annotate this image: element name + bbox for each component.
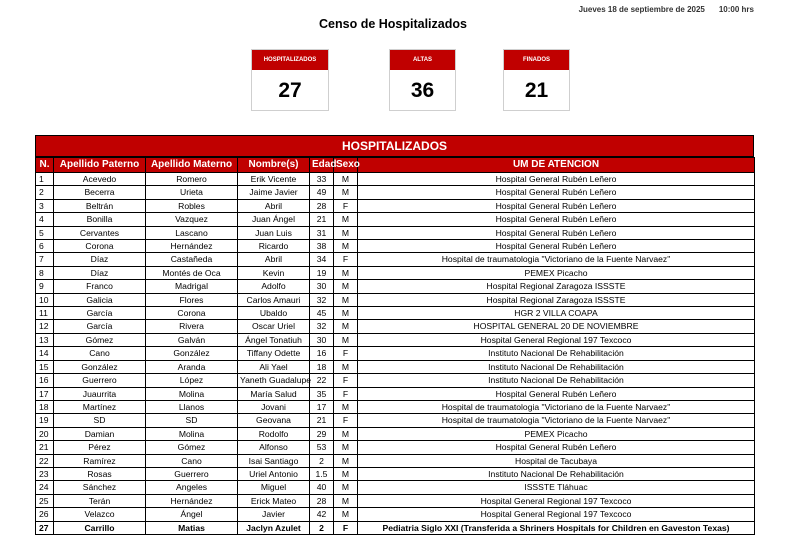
cell-apellido-paterno: González xyxy=(54,360,146,373)
cell-nombres: Miguel xyxy=(238,481,310,494)
cell-nombres: Jaclyn Azulet xyxy=(238,521,310,534)
table-row xyxy=(36,347,755,360)
table-row xyxy=(36,253,755,266)
cell-apellido-paterno: Damian xyxy=(54,427,146,440)
cell-apellido-materno: Guerrero xyxy=(146,467,238,480)
cell-sexo: M xyxy=(334,173,358,186)
cell-apellido-paterno: Franco xyxy=(54,280,146,293)
cell-sexo: M xyxy=(334,454,358,467)
cell-sexo: M xyxy=(334,400,358,413)
header-date-time xyxy=(579,5,754,14)
cell-nombres: Ali Yael xyxy=(238,360,310,373)
cell-apellido-paterno: Pérez xyxy=(54,441,146,454)
cell-sexo: M xyxy=(334,280,358,293)
cell-edad: 35 xyxy=(310,387,334,400)
cell-edad: 42 xyxy=(310,508,334,521)
cell-um-de-atencion: Hospital General Rubén Leñero xyxy=(358,226,755,239)
cell-apellido-materno: Lascano xyxy=(146,226,238,239)
cell-apellido-materno: Madrigal xyxy=(146,280,238,293)
column-header-number: N. xyxy=(36,158,54,173)
cell-um-de-atencion: Hospital General Rubén Leñero xyxy=(358,441,755,454)
table-row xyxy=(36,387,755,400)
cell-apellido-paterno: Becerra xyxy=(54,186,146,199)
cell-apellido-materno: Galván xyxy=(146,333,238,346)
cell-apellido-materno: Gómez xyxy=(146,441,238,454)
cell-apellido-paterno: SD xyxy=(54,414,146,427)
cell-number: 16 xyxy=(36,374,54,387)
cell-um-de-atencion: Hospital General Rubén Leñero xyxy=(358,186,755,199)
column-header-sexo: Sexo xyxy=(334,158,358,173)
cell-sexo: M xyxy=(334,494,358,507)
cell-nombres: Carlos Amauri xyxy=(238,293,310,306)
cell-apellido-paterno: Sánchez xyxy=(54,481,146,494)
cell-edad: 38 xyxy=(310,240,334,253)
cell-nombres: María Salud xyxy=(238,387,310,400)
column-header-um-de-atencion: UM DE ATENCION xyxy=(358,158,755,173)
cell-edad: 16 xyxy=(310,347,334,360)
cell-number: 8 xyxy=(36,266,54,279)
table-body xyxy=(36,173,755,535)
cell-number: 15 xyxy=(36,360,54,373)
cell-sexo: F xyxy=(334,414,358,427)
cell-apellido-paterno: García xyxy=(54,320,146,333)
cell-apellido-paterno: Guerrero xyxy=(54,374,146,387)
cell-um-de-atencion: Instituto Nacional De Rehabilitación xyxy=(358,360,755,373)
cell-nombres: Erick Mateo xyxy=(238,494,310,507)
cell-apellido-materno: Hernández xyxy=(146,494,238,507)
cell-apellido-materno: Llanos xyxy=(146,400,238,413)
cell-um-de-atencion: Hospital General Regional 197 Texcoco xyxy=(358,508,755,521)
table-row xyxy=(36,173,755,186)
cell-edad: 21 xyxy=(310,414,334,427)
cell-apellido-materno: Urieta xyxy=(146,186,238,199)
cell-number: 10 xyxy=(36,293,54,306)
cell-nombres: Ángel Tonatiuh xyxy=(238,333,310,346)
cell-sexo: M xyxy=(334,213,358,226)
cell-nombres: Ricardo xyxy=(238,240,310,253)
cell-number: 14 xyxy=(36,347,54,360)
cell-nombres: Tiffany Odette xyxy=(238,347,310,360)
cell-edad: 33 xyxy=(310,173,334,186)
cell-edad: 1.5 xyxy=(310,467,334,480)
cell-sexo: F xyxy=(334,199,358,212)
table-row xyxy=(36,454,755,467)
cell-apellido-paterno: Ramírez xyxy=(54,454,146,467)
cell-apellido-materno: Montés de Oca xyxy=(146,266,238,279)
table-row xyxy=(36,280,755,293)
cell-apellido-materno: Vazquez xyxy=(146,213,238,226)
cell-number: 4 xyxy=(36,213,54,226)
cell-apellido-paterno: Bonilla xyxy=(54,213,146,226)
cell-nombres: Rodolfo xyxy=(238,427,310,440)
column-header-apellido-materno: Apellido Materno xyxy=(146,158,238,173)
cell-sexo: M xyxy=(334,307,358,320)
table-row xyxy=(36,307,755,320)
cell-apellido-materno: Molina xyxy=(146,427,238,440)
cell-nombres: Adolfo xyxy=(238,280,310,293)
cell-nombres: Jovani xyxy=(238,400,310,413)
cell-apellido-materno: Castañeda xyxy=(146,253,238,266)
cell-um-de-atencion: Hospital de traumatologia "Victoriano de la Fuente Narvaez" xyxy=(358,414,755,427)
cell-number: 5 xyxy=(36,226,54,239)
stat-card-label: HOSPITALIZADOS xyxy=(252,50,328,70)
cell-number: 6 xyxy=(36,240,54,253)
cell-nombres: Juan Ángel xyxy=(238,213,310,226)
cell-edad: 34 xyxy=(310,253,334,266)
column-header-apellido-paterno: Apellido Paterno xyxy=(54,158,146,173)
cell-sexo: M xyxy=(334,427,358,440)
stat-card-value: 27 xyxy=(278,79,302,102)
cell-number: 20 xyxy=(36,427,54,440)
cell-apellido-materno: Corona xyxy=(146,307,238,320)
stat-card-value: 36 xyxy=(410,79,435,102)
cell-nombres: Alfonso xyxy=(238,441,310,454)
header-time: 10:00 hrs xyxy=(718,5,754,14)
cell-edad: 49 xyxy=(310,186,334,199)
cell-number: 23 xyxy=(36,467,54,480)
cell-apellido-materno: Rivera xyxy=(146,320,238,333)
cell-sexo: F xyxy=(334,387,358,400)
cell-number: 19 xyxy=(36,414,54,427)
table-row xyxy=(36,186,755,199)
table-row xyxy=(36,293,755,306)
table-row xyxy=(36,414,755,427)
cell-um-de-atencion: Instituto Nacional De Rehabilitación xyxy=(358,467,755,480)
cell-apellido-paterno: Gómez xyxy=(54,333,146,346)
cell-edad: 32 xyxy=(310,293,334,306)
cell-um-de-atencion: PEMEX Picacho xyxy=(358,266,755,279)
cell-edad: 2 xyxy=(310,521,334,534)
table-row xyxy=(36,481,755,494)
cell-um-de-atencion: Hospital de traumatologia "Victoriano de la Fuente Narvaez" xyxy=(358,253,755,266)
cell-nombres: Uriel Antonio xyxy=(238,467,310,480)
cell-apellido-materno: Cano xyxy=(146,454,238,467)
cell-edad: 19 xyxy=(310,266,334,279)
cell-apellido-paterno: Rosas xyxy=(54,467,146,480)
cell-number: 26 xyxy=(36,508,54,521)
cell-sexo: M xyxy=(334,186,358,199)
cell-edad: 21 xyxy=(310,213,334,226)
cell-sexo: F xyxy=(334,521,358,534)
cell-nombres: Kevin xyxy=(238,266,310,279)
cell-apellido-materno: Ángel xyxy=(146,508,238,521)
cell-edad: 45 xyxy=(310,307,334,320)
cell-apellido-paterno: Díaz xyxy=(54,266,146,279)
cell-edad: 28 xyxy=(310,494,334,507)
cell-apellido-materno: Romero xyxy=(146,173,238,186)
cell-sexo: F xyxy=(334,374,358,387)
stat-card-finados xyxy=(503,49,570,111)
cell-edad: 53 xyxy=(310,441,334,454)
cell-nombres: Javier xyxy=(238,508,310,521)
cell-apellido-paterno: Díaz xyxy=(54,253,146,266)
table-row xyxy=(36,374,755,387)
cell-um-de-atencion: Hospital Regional Zaragoza ISSSTE xyxy=(358,293,755,306)
cell-um-de-atencion: Instituto Nacional De Rehabilitación xyxy=(358,347,755,360)
cell-sexo: M xyxy=(334,266,358,279)
cell-um-de-atencion: Instituto Nacional De Rehabilitación xyxy=(358,374,755,387)
cell-apellido-materno: Molina xyxy=(146,387,238,400)
table-row xyxy=(36,521,755,534)
cell-edad: 22 xyxy=(310,374,334,387)
stat-card-altas xyxy=(389,49,456,111)
table-row xyxy=(36,400,755,413)
cell-um-de-atencion: HOSPITAL GENERAL 20 DE NOVIEMBRE xyxy=(358,320,755,333)
cell-sexo: F xyxy=(334,253,358,266)
cell-apellido-paterno: Martínez xyxy=(54,400,146,413)
cell-um-de-atencion: ISSSTE Tláhuac xyxy=(358,481,755,494)
cell-um-de-atencion: Hospital General Rubén Leñero xyxy=(358,213,755,226)
cell-apellido-paterno: Corona xyxy=(54,240,146,253)
cell-apellido-paterno: Galicia xyxy=(54,293,146,306)
column-header-edad: Edad xyxy=(310,158,334,173)
cell-edad: 2 xyxy=(310,454,334,467)
table-row xyxy=(36,427,755,440)
table-title: HOSPITALIZADOS xyxy=(35,135,754,157)
cell-apellido-materno: Matias xyxy=(146,521,238,534)
cell-um-de-atencion: HGR 2 VILLA COAPA xyxy=(358,307,755,320)
cell-number: 22 xyxy=(36,454,54,467)
cell-nombres: Isai Santiago xyxy=(238,454,310,467)
cell-apellido-materno: SD xyxy=(146,414,238,427)
cell-apellido-paterno: Beltrán xyxy=(54,199,146,212)
cell-apellido-paterno: García xyxy=(54,307,146,320)
cell-apellido-paterno: Terán xyxy=(54,494,146,507)
cell-um-de-atencion: Hospital General Regional 197 Texcoco xyxy=(358,333,755,346)
table-row xyxy=(36,360,755,373)
cell-sexo: M xyxy=(334,481,358,494)
table-row xyxy=(36,213,755,226)
cell-number: 25 xyxy=(36,494,54,507)
cell-number: 24 xyxy=(36,481,54,494)
cell-number: 21 xyxy=(36,441,54,454)
table-row xyxy=(36,266,755,279)
cell-sexo: M xyxy=(334,441,358,454)
cell-edad: 32 xyxy=(310,320,334,333)
cell-sexo: M xyxy=(334,333,358,346)
table-row xyxy=(36,467,755,480)
cell-um-de-atencion: Hospital General Rubén Leñero xyxy=(358,240,755,253)
cell-um-de-atencion: Hospital de Tacubaya xyxy=(358,454,755,467)
cell-sexo: M xyxy=(334,320,358,333)
cell-sexo: M xyxy=(334,226,358,239)
cell-um-de-atencion: Hospital General Regional 197 Texcoco xyxy=(358,494,755,507)
cell-edad: 30 xyxy=(310,333,334,346)
table-row xyxy=(36,240,755,253)
cell-nombres: Geovana xyxy=(238,414,310,427)
table-row xyxy=(36,226,755,239)
cell-edad: 17 xyxy=(310,400,334,413)
stat-card-hospitalizados xyxy=(251,49,329,111)
cell-apellido-materno: Robles xyxy=(146,199,238,212)
cell-apellido-paterno: Cervantes xyxy=(54,226,146,239)
table-row xyxy=(36,320,755,333)
cell-number: 11 xyxy=(36,307,54,320)
cell-um-de-atencion: Hospital Regional Zaragoza ISSSTE xyxy=(358,280,755,293)
cell-sexo: M xyxy=(334,508,358,521)
cell-number: 3 xyxy=(36,199,54,212)
cell-sexo: F xyxy=(334,347,358,360)
page-title: Censo de Hospitalizados xyxy=(319,17,467,31)
cell-nombres: Jaime Javier xyxy=(238,186,310,199)
cell-um-de-atencion: Hospital de traumatologia "Victoriano de la Fuente Narvaez" xyxy=(358,400,755,413)
cell-apellido-materno: Flores xyxy=(146,293,238,306)
cell-number: 2 xyxy=(36,186,54,199)
cell-apellido-materno: Aranda xyxy=(146,360,238,373)
cell-apellido-materno: González xyxy=(146,347,238,360)
cell-um-de-atencion: Hospital General Rubén Leñero xyxy=(358,387,755,400)
table-header-row xyxy=(36,158,755,173)
cell-edad: 29 xyxy=(310,427,334,440)
cell-apellido-paterno: Juaurrita xyxy=(54,387,146,400)
census-table-container xyxy=(35,135,754,535)
cell-um-de-atencion: Hospital General Rubén Leñero xyxy=(358,199,755,212)
cell-number: 7 xyxy=(36,253,54,266)
cell-nombres: Juan Luis xyxy=(238,226,310,239)
cell-sexo: M xyxy=(334,467,358,480)
cell-nombres: Yaneth Guadalupe xyxy=(238,374,310,387)
cell-number: 1 xyxy=(36,173,54,186)
cell-um-de-atencion: Hospital General Rubén Leñero xyxy=(358,173,755,186)
cell-apellido-paterno: Acevedo xyxy=(54,173,146,186)
cell-apellido-paterno: Cano xyxy=(54,347,146,360)
cell-apellido-paterno: Velazco xyxy=(54,508,146,521)
cell-apellido-paterno: Carrillo xyxy=(54,521,146,534)
cell-edad: 28 xyxy=(310,199,334,212)
cell-nombres: Abril xyxy=(238,253,310,266)
cell-sexo: M xyxy=(334,293,358,306)
table-row xyxy=(36,508,755,521)
cell-sexo: M xyxy=(334,240,358,253)
cell-number: 12 xyxy=(36,320,54,333)
cell-number: 13 xyxy=(36,333,54,346)
cell-number: 17 xyxy=(36,387,54,400)
cell-apellido-materno: Hernández xyxy=(146,240,238,253)
cell-number: 27 xyxy=(36,521,54,534)
cell-number: 9 xyxy=(36,280,54,293)
cell-nombres: Oscar Uriel xyxy=(238,320,310,333)
cell-nombres: Abril xyxy=(238,199,310,212)
cell-apellido-materno: López xyxy=(146,374,238,387)
table-row xyxy=(36,333,755,346)
header-date: Jueves 18 de septiembre de 2025 xyxy=(578,5,705,14)
cell-edad: 18 xyxy=(310,360,334,373)
census-table xyxy=(35,157,755,535)
column-header-nombres: Nombre(s) xyxy=(238,158,310,173)
cell-apellido-materno: Angeles xyxy=(146,481,238,494)
cell-edad: 31 xyxy=(310,226,334,239)
table-row xyxy=(36,441,755,454)
cell-sexo: M xyxy=(334,360,358,373)
cell-edad: 40 xyxy=(310,481,334,494)
table-row xyxy=(36,494,755,507)
cell-nombres: Erik Vicente xyxy=(238,173,310,186)
cell-um-de-atencion: Pediatria Siglo XXI (Transferida a Shriners Hospitals for Children en Gaveston Texas) xyxy=(358,521,755,534)
cell-number: 18 xyxy=(36,400,54,413)
stat-card-value: 21 xyxy=(524,79,549,102)
cell-edad: 30 xyxy=(310,280,334,293)
cell-nombres: Ubaldo xyxy=(238,307,310,320)
table-row xyxy=(36,199,755,212)
stat-card-label: FINADOS xyxy=(504,50,569,70)
cell-um-de-atencion: PEMEX Picacho xyxy=(358,427,755,440)
stat-card-label: ALTAS xyxy=(390,50,455,70)
